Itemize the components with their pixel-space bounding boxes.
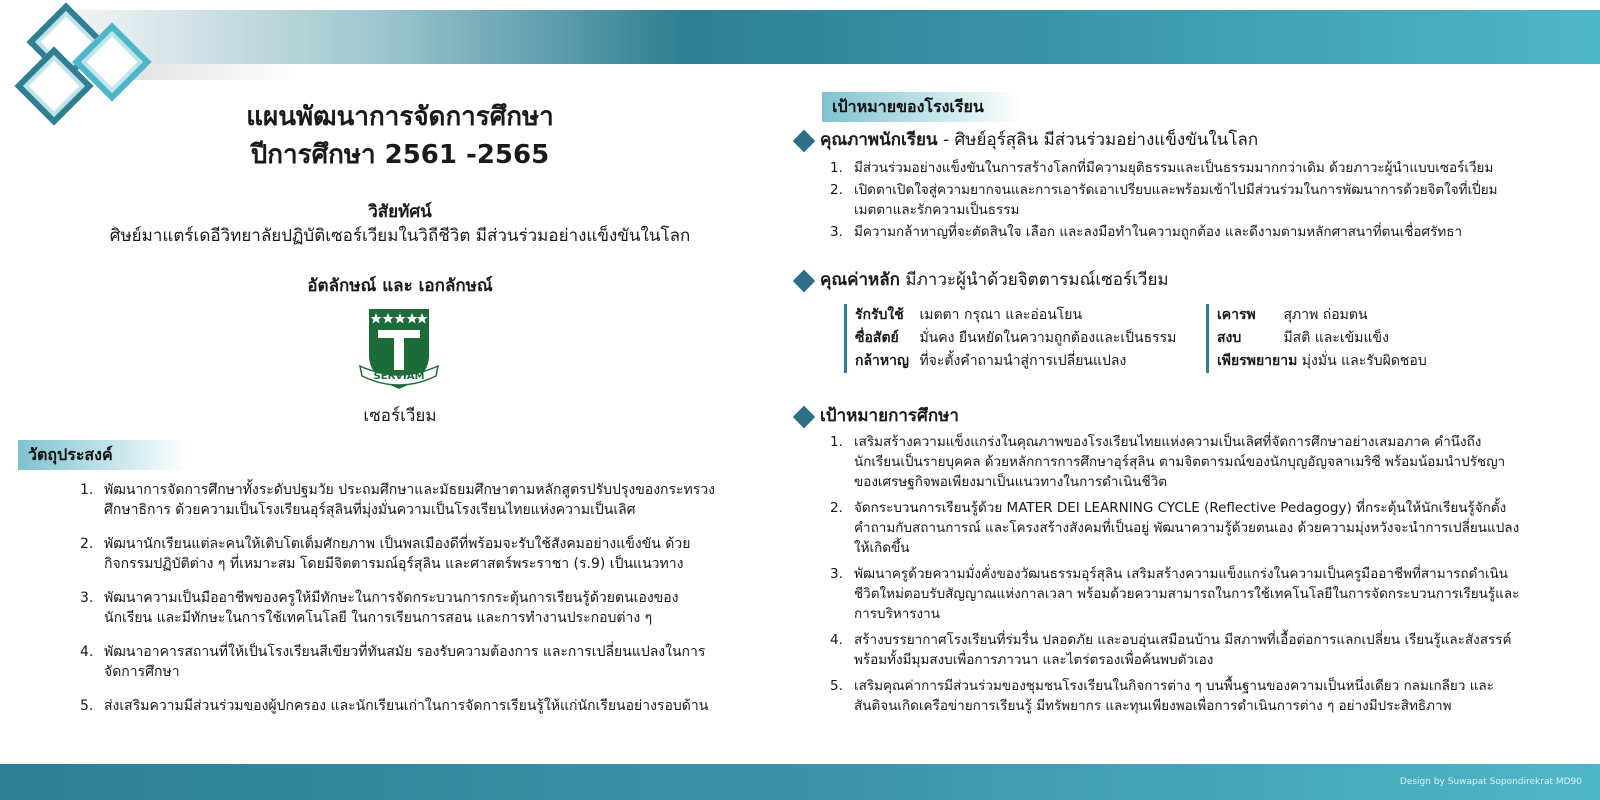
vision-text: ศิษย์มาแตร์เดอีวิทยาลัยปฏิบัติเซอร์เวียมในวิถีชีวิต มีส่วนร่วมอย่างแข็งขันในโลก xyxy=(109,226,691,246)
title-line-2: ปีการศึกษา 2561 -2565 xyxy=(250,140,550,170)
list-item: 4. พัฒนาอาคารสถานที่ให้เป็นโรงเรียนสีเขียวที่ทันสมัย รองรับความต้องการ และการเปลี่ยนแปลงในการจัดการศึกษา xyxy=(80,644,706,680)
school-crest-icon xyxy=(358,304,440,394)
core-values-heading: คุณค่าหลัก มีภาวะผู้นำด้วยจิตตารมณ์เซอร์เวียม xyxy=(820,270,1169,290)
design-credit: Design by Suwapat Sopondirekrat MD90 xyxy=(1399,777,1582,787)
vision-heading: วิสัยทัศน์ xyxy=(368,202,432,222)
student-quality-list xyxy=(830,158,1520,244)
core-values-right xyxy=(1206,304,1427,373)
list-item: 4. สร้างบรรยากาศโรงเรียนที่ร่มรื่น ปลอดภัย และอบอุ่นเสมือนบ้าน มีสภาพที่เอื้อต่อการแลกเปลี่ยน เรียนรู้และสังสรรค์ พร้อมทั้งมีมุมสงบเพื่อการภาวนา และไตร่ตรองเพื่อค้นพบตัวเอง xyxy=(830,632,1512,668)
list-item: 1. เสริมสร้างความแข็งแกร่งในคุณภาพของโรงเรียนไทยแห่งความเป็นเลิศที่จัดการศึกษาอย่างเสมอภาค คำนึงถึงนักเรียนเป็นรายบุคคล ด้วยหลักการการศึกษาอุร์สุลิน ตามจิตตารมณ์ของนักบุญอัญจลาเมริซี พร้อมน้อมนำปรัชญาของเศรษฐกิจพอเพียงมาเป็นแนวทางในการดำเนินชีวิต xyxy=(830,434,1506,490)
value-row: เพียรพยายาม มุ่งมั่น และรับผิดชอบ xyxy=(1217,353,1427,369)
value-row: รักรับใช้ เมตตา กรุณา และอ่อนโยน xyxy=(855,307,1083,323)
list-item: 3. มีความกล้าหาญที่จะตัดสินใจ เลือก และลงมือทำในความถูกต้อง และดีงามตามหลักศาสนาที่ตนเชื่อศรัทธา xyxy=(830,224,1463,240)
list-item: 2. เปิดตาเปิดใจสู่ความยากจนและการเอารัดเอาเปรียบและพร้อมเข้าไปมีส่วนร่วมในการพัฒนาการด้วยจิตใจที่เปี่ยมเมตตาและรักความเป็นธรรม xyxy=(830,182,1498,218)
crest-word: SERVIAM xyxy=(373,371,425,382)
value-row: เคารพ สุภาพ ถ่อมตน xyxy=(1217,307,1368,323)
title-line-1: แผนพัฒนาการจัดการศึกษา xyxy=(246,102,554,132)
list-item: 3. พัฒนาครูด้วยความมั่งคั่งของวัฒนธรรมอุร์สุลิน เสริมสร้างความแข็งแกร่งในความเป็นครูมืออาชีพที่สามารถดำเนินชีวิตใหม่ตอบรับสัญญาณแห่งกาลเวลา พร้อมด้วยความสามารถในการใช้เทคโนโลยีในการจัดกระบวนการเรียนรู้และการบริหารงาน xyxy=(830,566,1520,622)
page-title xyxy=(40,98,760,174)
list-item: 3. พัฒนาความเป็นมืออาชีพของครูให้มีทักษะในการจัดกระบวนการกระตุ้นการเรียนรู้ด้วยตนเองของนักเรียน และมีทักษะในการใช้เทคโนโลยี ในการเรียนการสอน และการทำงานประกอบต่าง ๆ xyxy=(80,590,679,626)
crest-label: เซอร์เวียม xyxy=(363,406,437,426)
list-item: 5. ส่งเสริมความมีส่วนร่วมของผู้ปกครอง และนักเรียนเก่าในการจัดการเรียนรู้ให้แก่นักเรียนอย่างรอบด้าน xyxy=(80,698,709,714)
list-item: 5. เสริมคุณค่าการมีส่วนร่วมของชุมชนโรงเรียนในกิจการต่าง ๆ บนพื้นฐานของความเป็นหนึ่งเดียว กลมเกลียว และสันติจนเกิดเครือข่ายการเรียนรู้ มีทรัพยากร และทุนเพียงพอเพื่อการดำเนินการต่าง ๆ อย่างมีประสิทธิภาพ xyxy=(830,678,1494,714)
value-row: กล้าหาญ ที่จะตั้งคำถามนำสู่การเปลี่ยนแปลง xyxy=(855,353,1127,369)
list-item: 1. พัฒนาการจัดการศึกษาทั้งระดับปฐมวัย ประถมศึกษาและมัธยมศึกษาตามหลักสูตรปรับปรุงของกระทรวงศึกษาธิการ ด้วยความเป็นโรงเรียนอุร์สุลินที่มุ่งมั่นความเป็นโรงเรียนไทยแห่งความเป็นเลิศ xyxy=(80,482,716,518)
value-row: ซื่อสัตย์ มั่นคง ยืนหยัดในความถูกต้องและเป็นธรรม xyxy=(855,330,1177,346)
core-values-left xyxy=(844,304,1176,373)
education-goals-heading: เป้าหมายการศึกษา xyxy=(820,406,959,426)
list-item: 2. พัฒนานักเรียนแต่ละคนให้เติบโตเต็มศักยภาพ เป็นพลเมืองดีที่พร้อมจะรับใช้สังคมอย่างแข็งขัน ด้วยกิจกรรมปฏิบัติต่าง ๆ ที่เหมาะสม โดยมีจิตตารมณ์อุร์สุลิน และศาสตร์พระราชา (ร.9) เป็นแนวทาง xyxy=(80,536,691,572)
school-goals-tag: เป้าหมายของโรงเรียน xyxy=(822,92,1022,122)
diamond-bullet-icon xyxy=(793,130,816,153)
diamond-bullet-icon xyxy=(793,270,816,293)
student-quality-heading: คุณภาพนักเรียน - ศิษย์อุร์สุลิน มีส่วนร่วมอย่างแข็งขันในโลก xyxy=(820,130,1259,150)
value-row: สงบ มีสติ และเข้มแข็ง xyxy=(1217,330,1389,346)
education-goals-list xyxy=(830,432,1520,722)
left-column xyxy=(0,0,780,760)
objectives-tag: วัตถุประสงค์ xyxy=(18,440,188,470)
list-item: 1. มีส่วนร่วมอย่างแข็งขันในการสร้างโลกที่มีความยุติธรรมและเป็นธรรมมากกว่าเดิม ด้วยภาวะผู้นำแบบเซอร์เวียม xyxy=(830,160,1494,176)
identity-heading: อัตลักษณ์ และ เอกลักษณ์ xyxy=(307,276,493,296)
footer-bar xyxy=(0,764,1600,800)
objectives-list xyxy=(80,480,720,730)
diamond-bullet-icon xyxy=(793,406,816,429)
list-item: 2. จัดกระบวนการเรียนรู้ด้วย MATER DEI LEARNING CYCLE (Reflective Pedagogy) ที่กระตุ้นให้นักเรียนรู้จักตั้งคำถามกับสถานการณ์ และโครงสร้างสังคมที่เป็นอยู่ พัฒนาความรู้ด้วยตนเอง ด้วยความมุ่งหวังจะนำการเปลี่ยนแปลงให้เกิดขึ้น xyxy=(830,500,1520,556)
right-column xyxy=(790,0,1600,760)
